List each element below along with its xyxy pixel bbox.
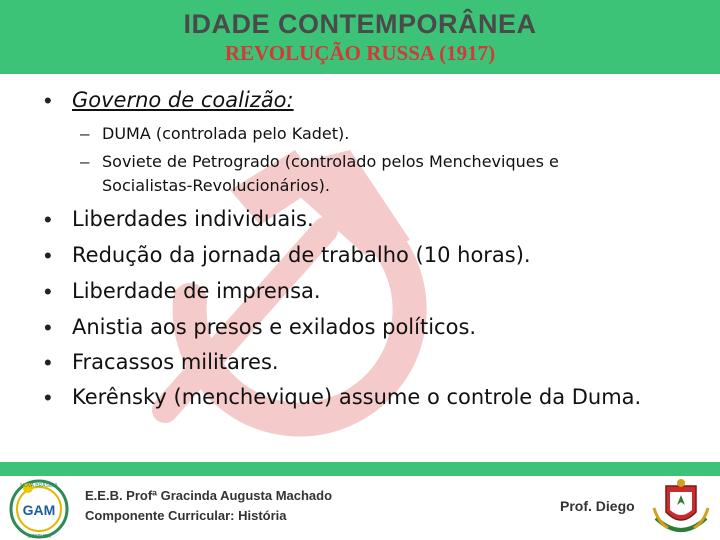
subject-name: Componente Curricular: História [85,508,287,523]
bullet-text: Redução da jornada de trabalho (10 horas). [72,243,531,267]
dash-marker: – [80,124,90,143]
state-coat-of-arms-icon [648,478,714,540]
teacher-name: Prof. Diego [560,498,635,514]
bullet-text: Liberdades individuais. [72,207,314,231]
bullet-marker: • [44,315,52,340]
footer-divider [0,462,720,476]
slide-subtitle: REVOLUÇÃO RUSSA (1917) [224,41,496,65]
bullet-marker: • [44,207,52,232]
sub-bullet-text: Soviete de Petrogrado (controlado pelos Mencheviques e [102,152,559,171]
bullet-marker: • [44,350,52,375]
slide-footer [0,476,720,540]
school-emblem-top-text: NOVA BRASÍLIA [20,483,58,489]
bullet-text: Fracassos militares. [72,350,279,374]
school-emblem-text: GAM [22,502,56,518]
bullet-text: Governo de coalizão: [72,88,294,112]
sub-bullet-text: Socialistas-Revolucionários). [102,176,330,195]
bullet-text: Kerênsky (menchevique) assume o controle da Duma. [72,385,642,409]
sub-bullet-text: DUMA (controlada pelo Kadet). [102,124,350,143]
school-emblem-bottom-text: IMBITUBA [27,534,51,540]
bullet-marker: • [44,243,52,268]
bullet-marker: • [44,88,52,113]
dash-marker: – [80,152,90,171]
school-emblem-icon [6,478,72,540]
bullet-text: Anistia aos presos e exilados políticos. [72,315,477,339]
bullet-marker: • [44,385,52,410]
bullet-text: Liberdade de imprensa. [72,279,321,303]
school-name: E.E.B. Profª Gracinda Augusta Machado [85,488,333,503]
bullet-marker: • [44,279,52,304]
slide-title: IDADE CONTEMPORÂNEA [183,9,537,39]
